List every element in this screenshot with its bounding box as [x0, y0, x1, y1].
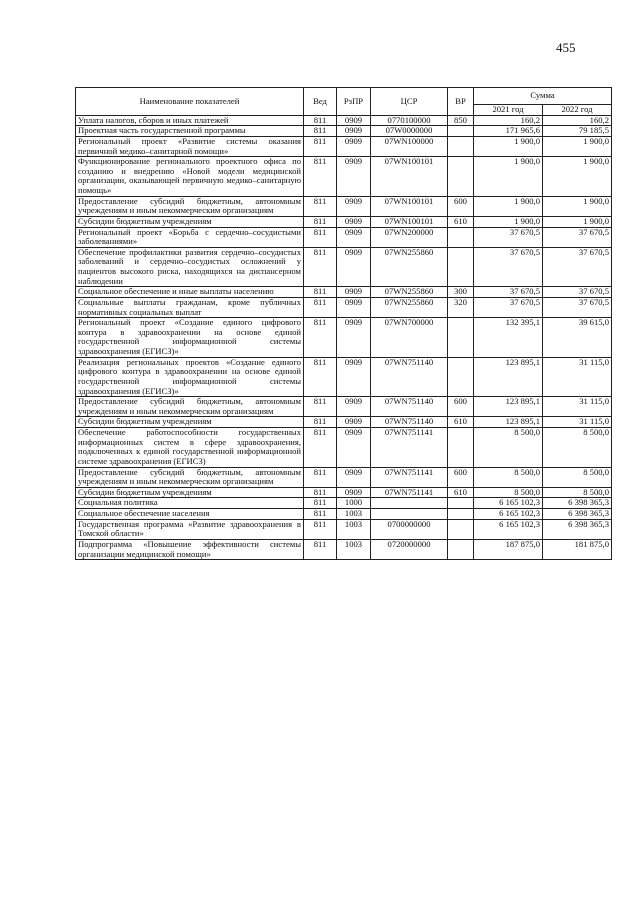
- row-csr: 07WN100000: [371, 136, 448, 156]
- row-name: Обеспечение профилактики развития сердечно–сосудистых заболеваний и сердечно–сосудистых осложнений у пациентов высокого риска, находящихся на диспансерном наблюдении: [76, 247, 304, 287]
- row-name: Функционирование регионального проектного офиса по созданию и внедрению «Новой модели медицинской организации, оказывающей первичную медико–санитарную помощь»: [76, 157, 304, 197]
- row-rzpr: 0909: [337, 318, 371, 358]
- header-sum: Сумма: [474, 88, 612, 105]
- row-ved: 811: [304, 417, 337, 428]
- row-rzpr: 1003: [337, 509, 371, 520]
- budget-table: [75, 87, 612, 560]
- row-vr: 600: [448, 397, 474, 417]
- row-csr: 07WN700000: [371, 318, 448, 358]
- row-amount-2021: 37 670,5: [474, 287, 543, 298]
- table-row: [76, 428, 612, 468]
- row-name: Региональный проект «Развитие системы оказания первичной медико–санитарной помощи»: [76, 136, 304, 156]
- row-name: Государственная программа «Развитие здравоохранения в Томской области»: [76, 519, 304, 539]
- header-year-2022: 2022 год: [543, 105, 612, 116]
- row-name: Социальная политика: [76, 498, 304, 509]
- table-row: [76, 357, 612, 397]
- row-amount-2022: 79 185,5: [543, 126, 612, 137]
- row-amount-2022: 6 398 365,3: [543, 509, 612, 520]
- row-amount-2022: 6 398 365,3: [543, 519, 612, 539]
- row-ved: 811: [304, 397, 337, 417]
- row-csr: 07WN255860: [371, 297, 448, 317]
- table-row: [76, 115, 612, 126]
- table-row: [76, 126, 612, 137]
- row-amount-2021: 1 900,0: [474, 136, 543, 156]
- row-amount-2021: 8 500,0: [474, 487, 543, 498]
- table-row: [76, 216, 612, 227]
- row-vr: 610: [448, 417, 474, 428]
- row-csr: [371, 498, 448, 509]
- row-vr: 300: [448, 287, 474, 298]
- row-name: Региональный проект «Борьба с сердечно–сосудистыми заболеваниями»: [76, 227, 304, 247]
- table-body: [76, 115, 612, 560]
- row-ved: 811: [304, 509, 337, 520]
- table-row: [76, 287, 612, 298]
- row-name: Субсидии бюджетным учреждениям: [76, 417, 304, 428]
- table-header: [76, 88, 612, 116]
- row-csr: 07WN751141: [371, 428, 448, 468]
- row-csr: 07WN100101: [371, 196, 448, 216]
- row-amount-2022: 8 500,0: [543, 428, 612, 468]
- row-rzpr: 0909: [337, 417, 371, 428]
- row-csr: 07WN751140: [371, 357, 448, 397]
- table-row: [76, 509, 612, 520]
- row-amount-2021: 123 895,1: [474, 397, 543, 417]
- row-amount-2021: 123 895,1: [474, 417, 543, 428]
- row-amount-2021: 8 500,0: [474, 428, 543, 468]
- row-amount-2021: 37 670,5: [474, 297, 543, 317]
- table-row: [76, 318, 612, 358]
- row-name: Подпрограмма «Повышение эффективности системы организации медицинской помощи»: [76, 539, 304, 559]
- row-name: Предоставление субсидий бюджетным, автономным учреждениям и иным некоммерческим организациям: [76, 397, 304, 417]
- row-rzpr: 0909: [337, 357, 371, 397]
- row-ved: 811: [304, 115, 337, 126]
- row-amount-2022: 160,2: [543, 115, 612, 126]
- row-name: Социальные выплаты гражданам, кроме публичных нормативных социальных выплат: [76, 297, 304, 317]
- row-ved: 811: [304, 126, 337, 137]
- row-rzpr: 0909: [337, 196, 371, 216]
- row-rzpr: 1003: [337, 519, 371, 539]
- row-amount-2022: 1 900,0: [543, 216, 612, 227]
- row-name: Субсидии бюджетным учреждениям: [76, 216, 304, 227]
- row-csr: 07WN751141: [371, 467, 448, 487]
- row-amount-2022: 31 115,0: [543, 397, 612, 417]
- row-name: Социальное обеспечение населения: [76, 509, 304, 520]
- table-row: [76, 157, 612, 197]
- row-amount-2021: 1 900,0: [474, 157, 543, 197]
- row-amount-2022: 1 900,0: [543, 196, 612, 216]
- row-amount-2021: 187 875,0: [474, 539, 543, 559]
- row-name: Уплата налогов, сборов и иных платежей: [76, 115, 304, 126]
- row-csr: 07W0000000: [371, 126, 448, 137]
- row-csr: 07WN751141: [371, 487, 448, 498]
- row-amount-2021: 37 670,5: [474, 227, 543, 247]
- row-csr: 0700000000: [371, 519, 448, 539]
- row-rzpr: 0909: [337, 227, 371, 247]
- row-amount-2021: 171 965,6: [474, 126, 543, 137]
- row-rzpr: 0909: [337, 136, 371, 156]
- row-vr: [448, 126, 474, 137]
- row-amount-2021: 6 165 102,3: [474, 519, 543, 539]
- row-amount-2022: 6 398 365,3: [543, 498, 612, 509]
- row-vr: 600: [448, 196, 474, 216]
- row-amount-2021: 132 395,1: [474, 318, 543, 358]
- row-ved: 811: [304, 297, 337, 317]
- row-rzpr: 0909: [337, 216, 371, 227]
- table-row: [76, 397, 612, 417]
- row-vr: [448, 428, 474, 468]
- row-csr: 0770100000: [371, 115, 448, 126]
- row-vr: [448, 539, 474, 559]
- row-vr: [448, 157, 474, 197]
- row-rzpr: 0909: [337, 487, 371, 498]
- row-rzpr: 0909: [337, 397, 371, 417]
- row-amount-2022: 8 500,0: [543, 487, 612, 498]
- row-rzpr: 0909: [337, 247, 371, 287]
- row-vr: [448, 227, 474, 247]
- page-number: 455: [556, 40, 576, 55]
- row-vr: [448, 318, 474, 358]
- table-row: [76, 498, 612, 509]
- row-csr: [371, 509, 448, 520]
- row-name: Социальное обеспечение и иные выплаты населению: [76, 287, 304, 298]
- table-row: [76, 519, 612, 539]
- row-ved: 811: [304, 467, 337, 487]
- table-row: [76, 417, 612, 428]
- row-rzpr: 1000: [337, 498, 371, 509]
- table-row: [76, 227, 612, 247]
- table-row: [76, 539, 612, 559]
- row-name: Предоставление субсидий бюджетным, автономным учреждениям и иным некоммерческим организациям: [76, 196, 304, 216]
- row-name: Проектная часть государственной программы: [76, 126, 304, 137]
- row-vr: [448, 247, 474, 287]
- row-ved: 811: [304, 318, 337, 358]
- row-amount-2022: 8 500,0: [543, 467, 612, 487]
- row-amount-2022: 37 670,5: [543, 287, 612, 298]
- table-row: [76, 196, 612, 216]
- row-vr: 320: [448, 297, 474, 317]
- row-vr: 850: [448, 115, 474, 126]
- table-row: [76, 467, 612, 487]
- row-ved: 811: [304, 357, 337, 397]
- row-amount-2021: 37 670,5: [474, 247, 543, 287]
- row-rzpr: 1003: [337, 539, 371, 559]
- row-amount-2022: 37 670,5: [543, 247, 612, 287]
- row-vr: [448, 519, 474, 539]
- row-amount-2021: 6 165 102,3: [474, 509, 543, 520]
- row-amount-2022: 39 615,0: [543, 318, 612, 358]
- row-amount-2022: 31 115,0: [543, 417, 612, 428]
- table-row: [76, 487, 612, 498]
- row-vr: 610: [448, 216, 474, 227]
- row-vr: 600: [448, 467, 474, 487]
- row-csr: 07WN255860: [371, 247, 448, 287]
- row-amount-2021: 1 900,0: [474, 196, 543, 216]
- row-vr: [448, 357, 474, 397]
- row-name: Реализация региональных проектов «Создание единого цифрового контура в здравоохранении на основе единой государственной информационной системы здравоохранения (ЕГИСЗ)»: [76, 357, 304, 397]
- header-vr: ВР: [448, 88, 474, 116]
- row-ved: 811: [304, 428, 337, 468]
- row-amount-2021: 160,2: [474, 115, 543, 126]
- row-rzpr: 0909: [337, 115, 371, 126]
- row-ved: 811: [304, 227, 337, 247]
- row-amount-2022: 37 670,5: [543, 227, 612, 247]
- row-ved: 811: [304, 196, 337, 216]
- row-vr: 610: [448, 487, 474, 498]
- header-rzpr: РзПР: [337, 88, 371, 116]
- row-csr: 07WN200000: [371, 227, 448, 247]
- row-amount-2022: 37 670,5: [543, 297, 612, 317]
- row-name: Региональный проект «Создание единого цифрового контура в здравоохранении на основе единой государственной информационной системы здравоохранения (ЕГИСЗ)»: [76, 318, 304, 358]
- row-amount-2022: 1 900,0: [543, 157, 612, 197]
- row-rzpr: 0909: [337, 467, 371, 487]
- row-ved: 811: [304, 247, 337, 287]
- row-ved: 811: [304, 136, 337, 156]
- row-amount-2021: 1 900,0: [474, 216, 543, 227]
- table-row: [76, 136, 612, 156]
- row-csr: 07WN751140: [371, 417, 448, 428]
- row-ved: 811: [304, 519, 337, 539]
- row-rzpr: 0909: [337, 287, 371, 298]
- header-name: Наименование показателей: [76, 88, 304, 116]
- row-csr: 07WN100101: [371, 216, 448, 227]
- row-ved: 811: [304, 539, 337, 559]
- row-name: Обеспечение работоспособности государственных информационных систем в сфере здравоохранения, подключенных к единой государственной информационной системе здравоохранения (ЕГИСЗ): [76, 428, 304, 468]
- row-name: Субсидии бюджетным учреждениям: [76, 487, 304, 498]
- header-csr: ЦСР: [371, 88, 448, 116]
- row-ved: 811: [304, 216, 337, 227]
- row-amount-2022: 1 900,0: [543, 136, 612, 156]
- row-rzpr: 0909: [337, 297, 371, 317]
- row-csr: 07WN255860: [371, 287, 448, 298]
- row-amount-2021: 6 165 102,3: [474, 498, 543, 509]
- row-rzpr: 0909: [337, 428, 371, 468]
- row-csr: 0720000000: [371, 539, 448, 559]
- header-ved: Вед: [304, 88, 337, 116]
- row-amount-2022: 31 115,0: [543, 357, 612, 397]
- header-year-2021: 2021 год: [474, 105, 543, 116]
- row-vr: [448, 498, 474, 509]
- table-row: [76, 297, 612, 317]
- row-ved: 811: [304, 157, 337, 197]
- row-vr: [448, 509, 474, 520]
- row-amount-2022: 181 875,0: [543, 539, 612, 559]
- row-rzpr: 0909: [337, 126, 371, 137]
- row-ved: 811: [304, 287, 337, 298]
- row-rzpr: 0909: [337, 157, 371, 197]
- row-ved: 811: [304, 487, 337, 498]
- row-csr: 07WN751140: [371, 397, 448, 417]
- row-vr: [448, 136, 474, 156]
- row-amount-2021: 123 895,1: [474, 357, 543, 397]
- row-name: Предоставление субсидий бюджетным, автономным учреждениям и иным некоммерческим организациям: [76, 467, 304, 487]
- table-row: [76, 247, 612, 287]
- row-amount-2021: 8 500,0: [474, 467, 543, 487]
- row-csr: 07WN100101: [371, 157, 448, 197]
- row-ved: 811: [304, 498, 337, 509]
